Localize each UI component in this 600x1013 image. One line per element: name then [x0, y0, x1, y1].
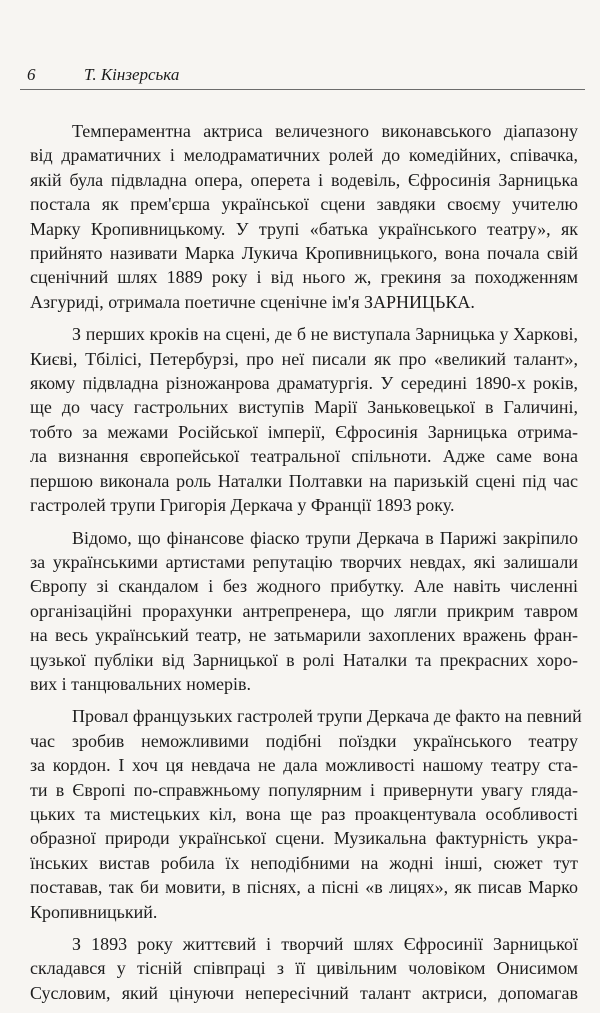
- text-line: якому підвладна різножанрова драматургія. У середині 1890-х років,: [30, 373, 578, 394]
- text-line: від драматичних і мелодраматичних ролей до комедійних, співачка,: [30, 145, 578, 166]
- text-line: організаційні прорахунки антрепренера, що лягли прикрим тавром: [30, 600, 578, 621]
- page-header: [0, 64, 600, 90]
- text-line: гастролей трупи Григорія Деркача у Франції 1893 року.: [30, 495, 455, 516]
- text-line: якій була підвладна опера, оперета і водевіль, Єфросинія Зарницька: [30, 169, 578, 190]
- text-line: Європу зі скандалом і без жодного прибутку. Але навіть численні: [30, 576, 578, 597]
- text-line: вих і танцювальних номерів.: [30, 673, 251, 694]
- text-line: за українськими артистами репутацію творчих невдах, які залишали: [30, 551, 578, 572]
- text-line: ла визнання європейської театральної спільноти. Адже саме вона: [30, 446, 578, 467]
- text-line: тобто за межами Російської імперії, Єфросинія Зарницька отрима-: [30, 421, 578, 442]
- paragraph: [30, 526, 578, 697]
- running-head-author: Т. Кінзерська: [84, 65, 180, 84]
- text-line: цузької публіки від Зарницької в ролі Наталки та прекрасних хоро-: [30, 649, 578, 670]
- text-line: прийнято називати Марка Лукича Кропивницького, вона почала свій: [30, 243, 578, 264]
- text-line: З 1893 року життєвий і творчий шлях Єфросинії Зарницької: [72, 934, 578, 954]
- text-line: поставав, так би мовити, в піснях, а пісні «в лицях», як писав Марко: [30, 877, 578, 898]
- text-line: час зробив неможливими подібні поїздки українського театру: [30, 730, 578, 751]
- text-line: Марку Кропивницькому. У трупі «батька українського театру», як: [30, 218, 578, 239]
- text-line: Києві, Тбілісі, Петербурзі, про неї писали як про «великий талант»,: [30, 348, 578, 369]
- text-line: Кропивницький.: [30, 901, 158, 922]
- header-rule: [20, 89, 585, 90]
- text-line: постала як прем'єрша української сцени завдяки своєму учителю: [30, 194, 578, 215]
- paragraph: [30, 322, 578, 517]
- text-line: цьких та мистецьких кіл, вона ще раз проакцентувала особливості: [30, 803, 578, 824]
- body-text: [30, 119, 582, 1013]
- text-line: Азгуриді, отримала поетичне сценічне ім'я ЗАРНИЦЬКА.: [30, 291, 475, 312]
- text-line: ще до часу гастрольних виступів Марії Заньковецької в Галичині,: [30, 397, 578, 418]
- text-line: на весь український театр, не затьмарили захоплених вражень фран-: [30, 625, 578, 646]
- text-line: складався у тісній співпраці з її цивільним чоловіком Онисимом: [30, 958, 578, 979]
- paragraph: [30, 932, 578, 1005]
- page-number: 6: [27, 65, 36, 84]
- text-line: образної природи української сцени. Музикальна фактурність укра-: [30, 828, 578, 849]
- text-line: Відомо, що фінансове фіаско трупи Деркача в Парижі закріпило: [72, 527, 578, 548]
- paragraph: [30, 704, 582, 924]
- paragraph: [30, 119, 578, 314]
- text-line: Темпераментна актриса величезного виконавського діапазону: [72, 121, 578, 141]
- text-line: за кордон. І хоч ця невдача не дала можливості нашому театру ста-: [30, 755, 578, 776]
- text-line: першою виконала роль Наталки Полтавки на паризькій сцені під час: [30, 470, 578, 491]
- text-line: З перших кроків на сцені, де б не виступала Зарницька у Харкові,: [72, 324, 578, 345]
- text-line: Сусловим, який цінуючи непересічний талант актриси, допомагав: [30, 982, 578, 1003]
- text-line: їнських вистав робила їх неподібними на жодні інші, сюжет тут: [30, 852, 578, 873]
- text-line: ти в Європі по-справжньому популярним і привернути увагу гляда-: [30, 779, 578, 800]
- text-line: Провал французьких гастролей трупи Деркача де факто на певний: [72, 706, 582, 727]
- text-line: сценічний шлях 1889 року і від нього ж, грекиня за походженням: [30, 267, 578, 288]
